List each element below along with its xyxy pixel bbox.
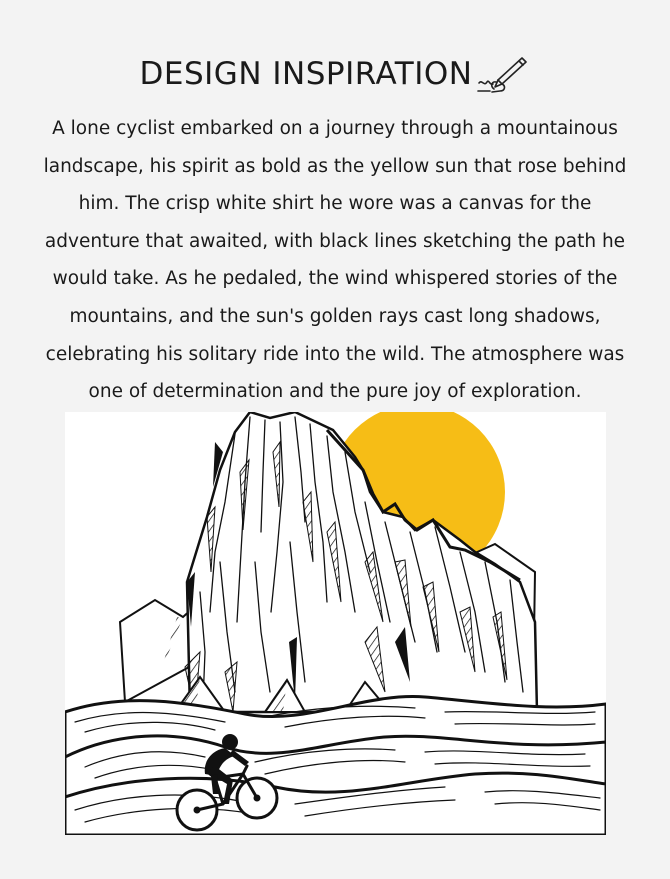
- header: [0, 52, 670, 96]
- pen-writing-icon: [476, 53, 530, 95]
- cyclist-illustration: [65, 412, 606, 835]
- page-title: DESIGN INSPIRATION: [139, 56, 473, 92]
- story-paragraph: A lone cyclist embarked on a journey through a mountainous landscape, his spirit as bold as the yellow sun that rose behind him. The crisp white shirt he wore was a canvas for the adventure that awaited, with black lines sketching the path he would take. As he pedaled, the wind whispered stories of the mountains, and the sun's golden rays cast long shadows, celebrating his solitary ride into the wild. The atmosphere was one of determination and the pure joy of exploration.: [43, 118, 627, 403]
- mountain-cyclist-artwork: [65, 412, 606, 835]
